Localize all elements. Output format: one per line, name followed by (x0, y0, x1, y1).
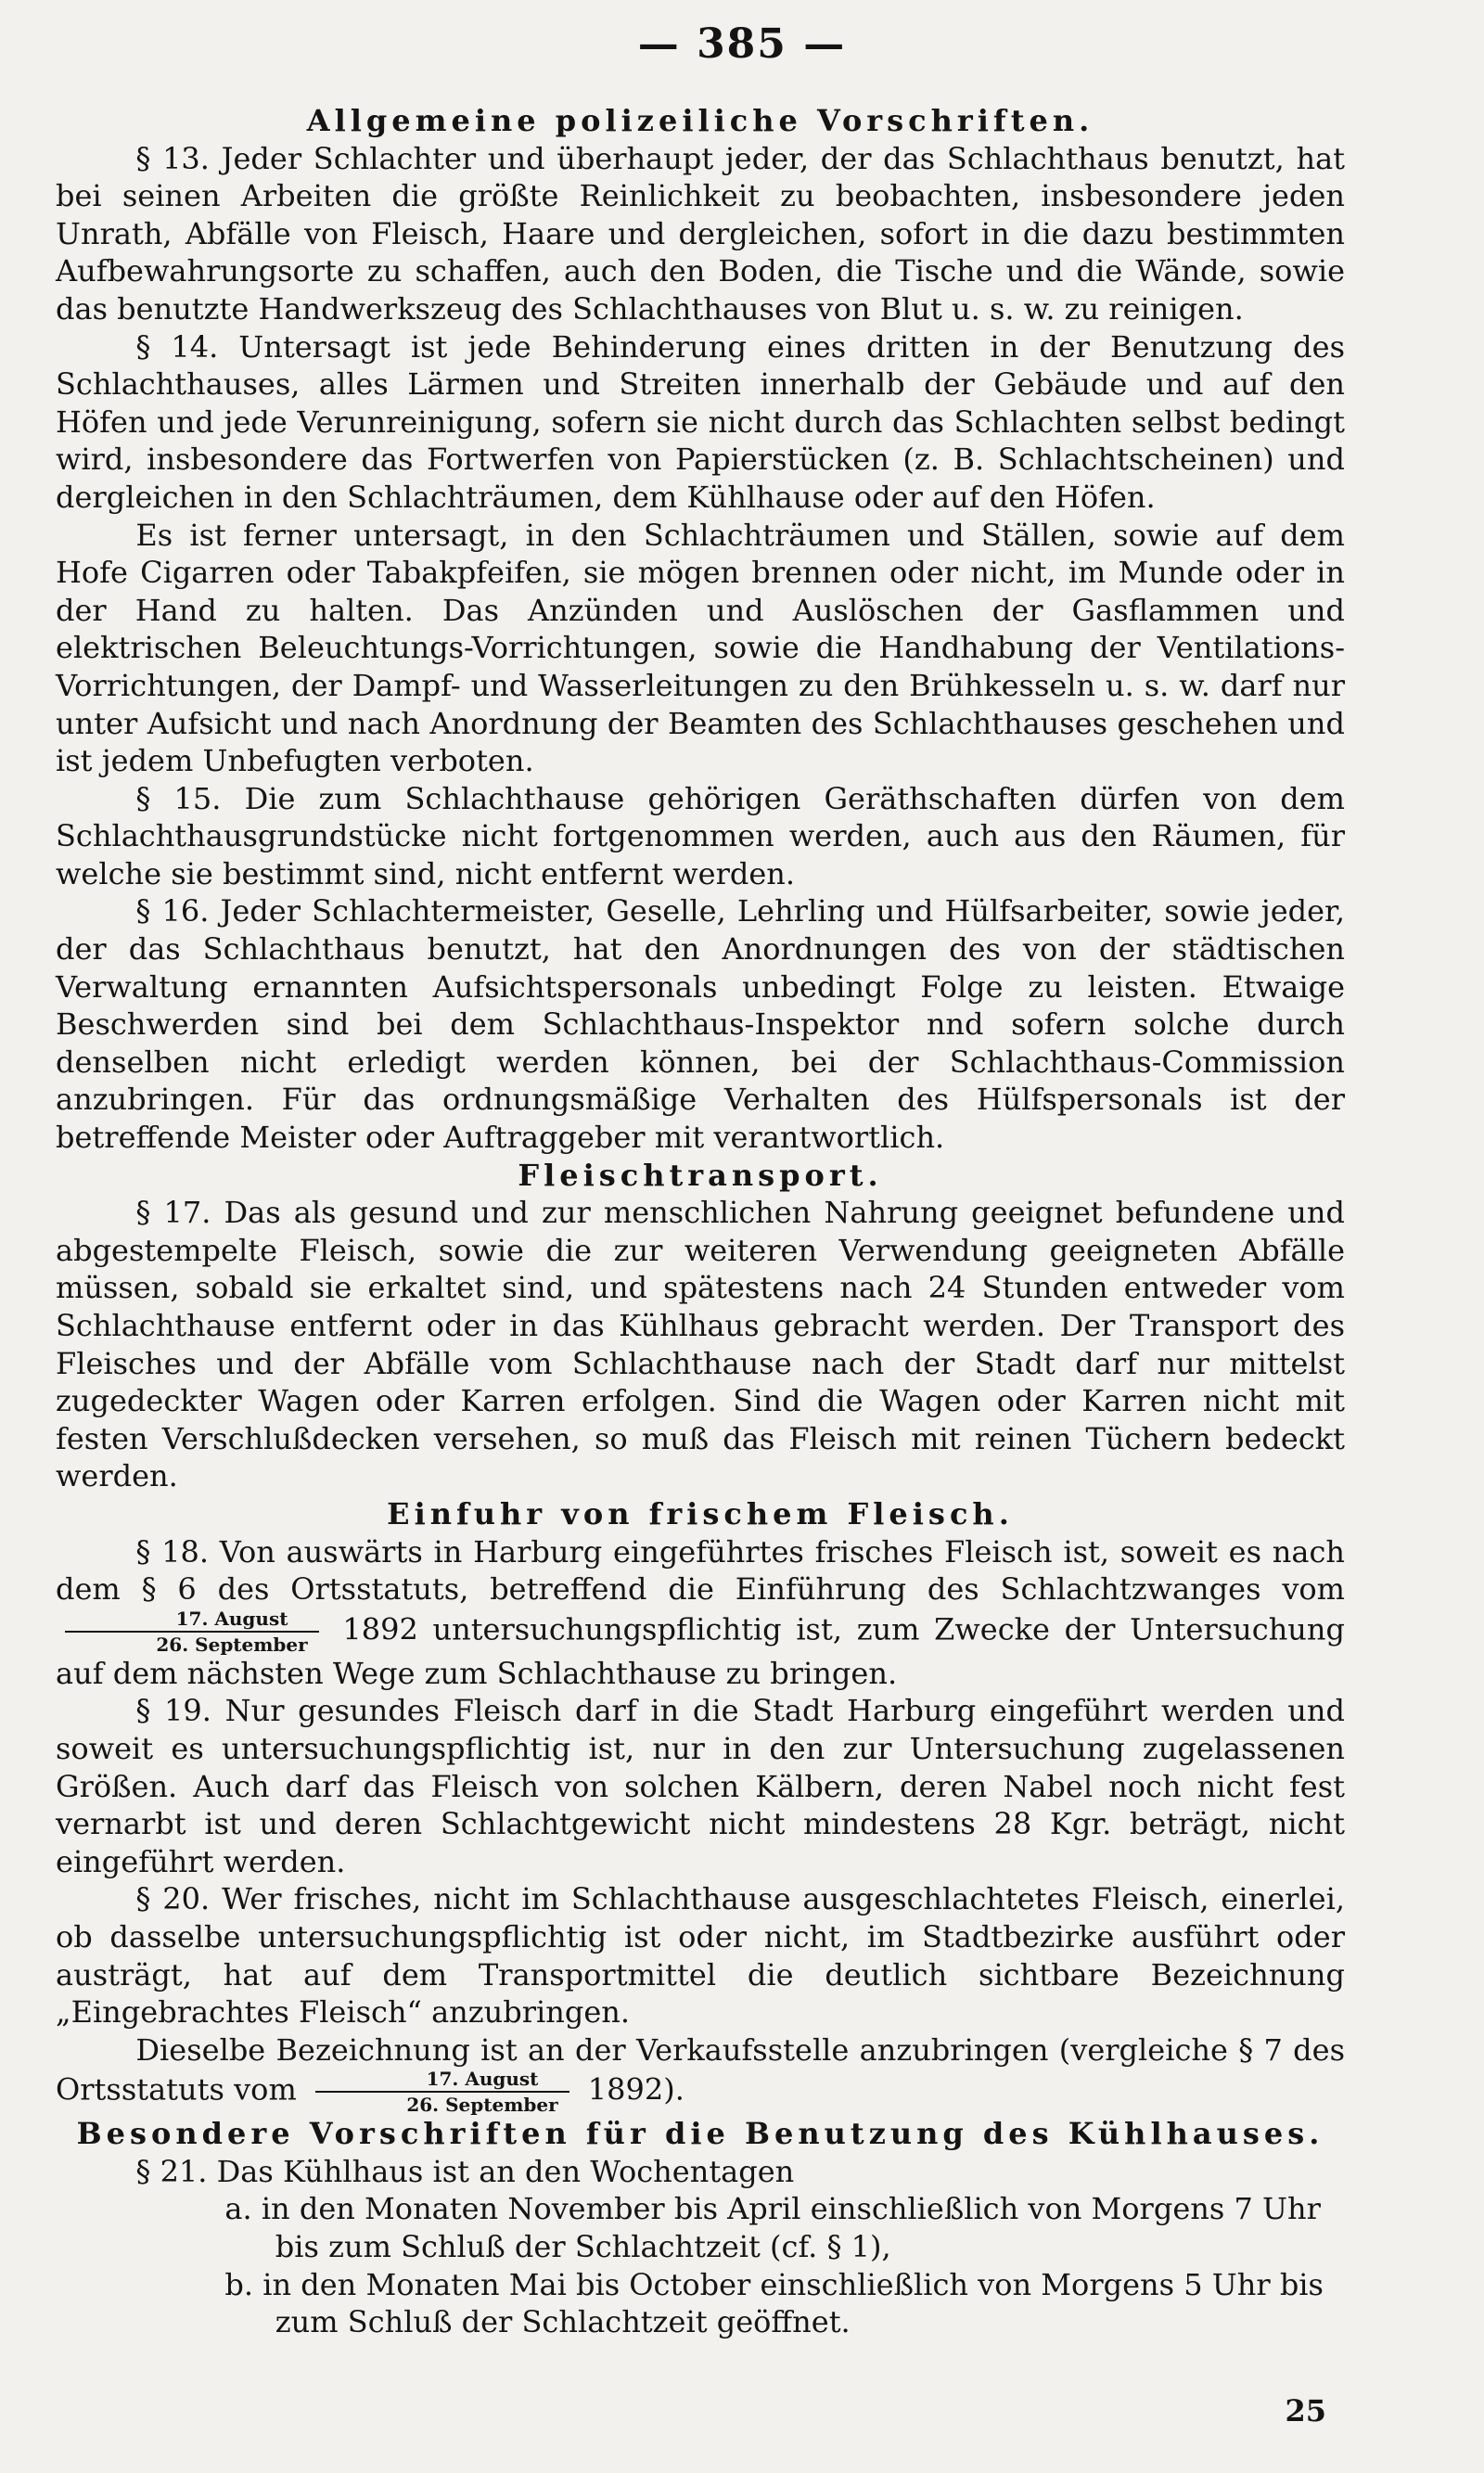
paragraph-20-continued-text-start: Dieselbe Bezeichnung ist an der Verkaufsstelle anzubringen (vergleiche § 7 des Ortsstatuts vom (56, 2031, 1345, 2108)
date-fraction-numerator: 17. August (315, 2069, 569, 2093)
paragraph-21-item-a: a. in den Monaten November bis April einschließlich von Morgens 7 Uhr bis zum Schluß der Schlachtzeit (cf. § 1), (224, 2191, 1321, 2265)
date-fraction (315, 2069, 569, 2115)
paragraph-14: § 14. Untersagt ist jede Behinderung eines dritten in der Benutzung des Schlachthauses, alles Lärmen und Streiten innerhalb der Gebäude und auf den Höfen und jede Verunreinigung, sofern sie nicht durch das Schlachten selbst bedingt wird, insbesondere das Fortwerfen von Papierstücken (z. B. Schlachtscheinen) und dergleichen in den Schlachträumen, dem Kühlhause oder auf den Höfen. (56, 328, 1345, 515)
paragraph-18-text-start: § 18. Von auswärts in Harburg eingeführtes frisches Fleisch ist, soweit es nach dem § 6 des Ortsstatuts, betreffend die Einführung des Schlachtzwanges vom (56, 1533, 1345, 1608)
paragraph-20-continued (56, 2031, 1345, 2116)
signature-mark: 25 (1285, 2393, 1326, 2428)
paragraph-20-continued-text-end: 1892). (587, 2071, 684, 2108)
paragraph-17: § 17. Das als gesund und zur menschlichen Nahrung geeignet befundene und abgestempelte Fleisch, sowie die zur weiteren Verwendung geeigneten Abfälle müssen, sobald sie erkaltet sind, und spätestens nach 24 Stunden entweder vom Schlachthause entfernt oder in das Kühlhaus gebracht werden. Der Transport des Fleisches und der Abfälle vom Schlachthause nach der Stadt darf nur mittelst zugedeckter Wagen oder Karren erfolgen. Sind die Wagen oder Karren nicht mit festen Verschlußdecken versehen, so muß das Fleisch mit reinen Tüchern bedeckt werden. (56, 1195, 1345, 1494)
date-fraction-numerator: 17. August (65, 1608, 319, 1633)
document-body (56, 102, 1345, 2341)
paragraph-21-item-b: b. in den Monaten Mai bis October einschließlich von Morgens 5 Uhr bis zum Schluß der Schlachtzeit geöffnet. (224, 2266, 1324, 2340)
paragraph-19: § 19. Nur gesundes Fleisch darf in die Stadt Harburg eingeführt werden und soweit es untersuchungspflichtig ist, nur in den zur Untersuchung zugelassenen Größen. Auch darf das Fleisch von solchen Kälbern, deren Nabel noch nicht fest vernarbt ist und deren Schlachtgewicht nicht mindestens 28 Kgr. beträgt, nicht eingeführt werden. (56, 1693, 1345, 1879)
section-heading-fresh-meat-import: Einfuhr von frischem Fleisch. (387, 1495, 1014, 1531)
date-fraction-denominator: 26. September (156, 1633, 308, 1656)
paragraph-18-text-end: 1892 untersuchungspflichtig ist, zum Zwecke der Untersuchung auf dem nächsten Wege zum Schlachthause zu bringen. (56, 1611, 1346, 1691)
paragraph-13: § 13. Jeder Schlachter und überhaupt jeder, der das Schlachthaus benutzt, hat bei seinen Arbeiten die größte Reinlichkeit zu beobachten, insbesondere jeden Unrath, Abfälle von Fleisch, Haare und dergleichen, sofort in die dazu bestimmten Aufbewahrungsorte zu schaffen, auch den Boden, die Tische und die Wände, sowie das benutzte Handwerkszeug des Schlachthauses von Blut u. s. w. zu reinigen. (56, 140, 1345, 327)
paragraph-16: § 16. Jeder Schlachtermeister, Geselle, Lehrling und Hülfsarbeiter, sowie jeder, der das Schlachthaus benutzt, hat den Anordnungen des von der städtischen Verwaltung ernannten Aufsichtspersonals unbedingt Folge zu leisten. Etwaige Beschwerden sind bei dem Schlachthaus-Inspektor nnd sofern solche durch denselben nicht erledigt werden können, bei der Schlachthaus-Commission anzubringen. Für das ordnungsmäßige Verhalten des Hülfspersonals ist der betreffende Meister oder Auftraggeber mit verantwortlich. (56, 893, 1345, 1156)
page-number: — 385 — (637, 20, 847, 68)
section-heading-cold-storage-rules: Besondere Vorschriften für die Benutzung des Kühlhauses. (76, 2116, 1324, 2152)
section-heading-general-police-rules: Allgemeine polizeiliche Vorschriften. (306, 103, 1094, 138)
paragraph-20: § 20. Wer frisches, nicht im Schlachthause ausgeschlachtetes Fleisch, einerlei, ob dasselbe untersuchungspflichtig ist oder nicht, im Stadtbezirke ausführt oder austrägt, hat auf dem Transportmittel die deutlich sichtbare Bezeichnung „Eingebrachtes Fleisch“ anzubringen. (56, 1881, 1345, 2031)
date-fraction-denominator: 26. September (406, 2094, 558, 2117)
section-heading-meat-transport: Fleischtransport. (518, 1157, 883, 1193)
paragraph-14-continued: Es ist ferner untersagt, in den Schlachträumen und Ställen, sowie auf dem Hofe Cigarren oder Tabakpfeifen, sie mögen brennen oder nicht, im Munde oder in der Hand zu halten. Das Anzünden und Auslöschen der Gasflammen und elektrischen Beleuchtungs-Vorrichtungen, sowie die Handhabung der Ventilations-Vorrichtungen, der Dampf- und Wasserleitungen zu den Brühkesseln u. s. w. darf nur unter Aufsicht und nach Anordnung der Beamten des Schlachthauses geschehen und ist jedem Unbefugten verboten. (56, 517, 1345, 779)
date-fraction (65, 1608, 319, 1655)
paragraph-15: § 15. Die zum Schlachthause gehörigen Geräthschaften dürfen von dem Schlachthausgrundstücke nicht fortgenommen werden, auch aus den Räumen, für welche sie bestimmt sind, nicht entfernt werden. (56, 780, 1345, 891)
paragraph-18 (56, 1533, 1345, 1693)
paragraph-21: § 21. Das Kühlhaus ist an den Wochentagen (135, 2153, 795, 2189)
